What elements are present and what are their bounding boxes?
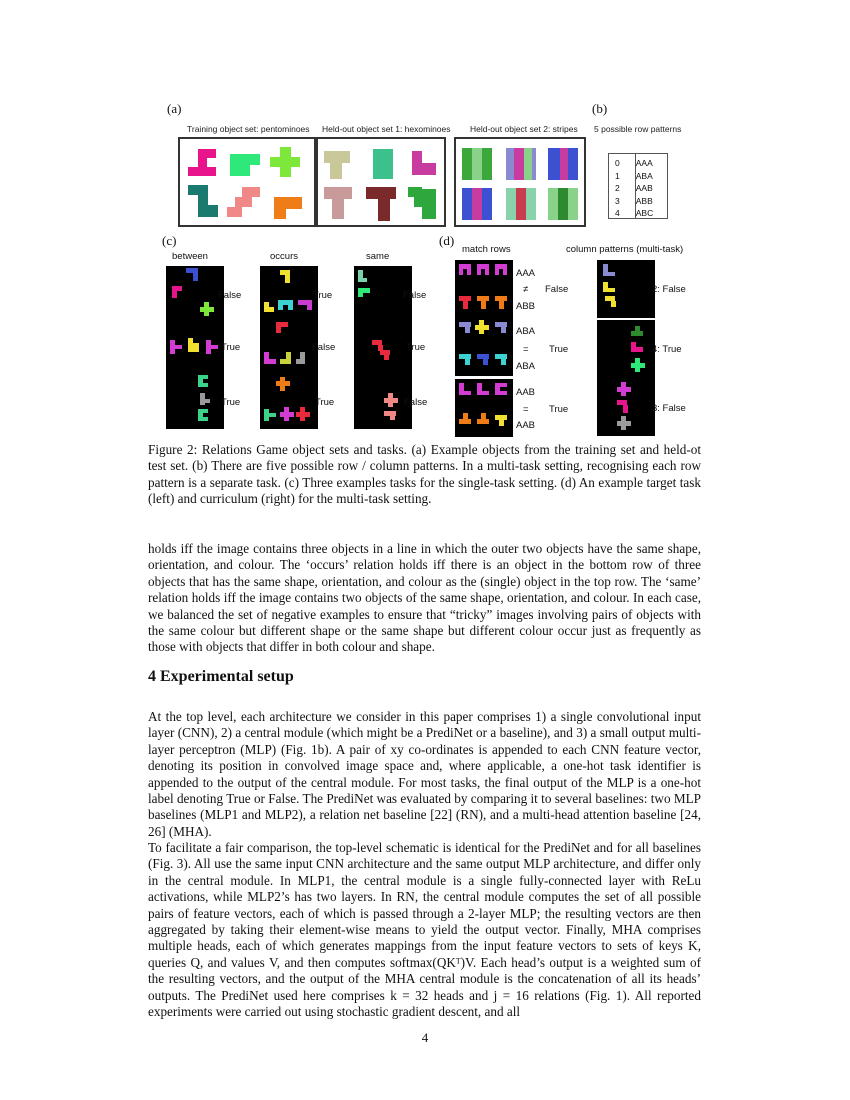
paragraph: holds iff the image contains three objects in a line in which the outer two objects have the same shape, orientation, and colour. The ‘occurs’ relation holds iff there is an object in the bottom row of three objects that has the same shape, orientation, and colour as the (single) object in the top row. The ‘same’ relation holds iff the image contains two objects of the same shape, orientation, and colour. In each case, we balanced the set of negative examples to ensure that “tricky” images involving pairs of objects with the same colour but different shape or the same shape but different colour occur just as frequently as those with objects that differ in both colour and shape. — [148, 541, 701, 655]
d-symbol: = — [523, 344, 529, 355]
pentomino-pink — [188, 149, 216, 176]
c-image — [166, 371, 224, 429]
c-image — [260, 266, 318, 324]
pentomino-shapes — [180, 139, 314, 225]
pattern-row: 2 AAB — [615, 183, 653, 193]
a-title-hexominoes: Held-out object set 1: hexominoes — [322, 124, 451, 134]
d-header-match-rows: match rows — [462, 244, 511, 255]
c-image — [166, 266, 224, 324]
pattern-row: 0 AAA — [615, 158, 653, 168]
b-title: 5 possible row patterns — [594, 124, 682, 134]
c-result: True — [406, 342, 426, 353]
pentomino-green — [230, 154, 260, 176]
d-bottom-pattern: AAB — [516, 420, 536, 431]
d-column-result: 4: True — [652, 344, 682, 355]
c-image — [260, 371, 318, 429]
c-result: True — [221, 397, 241, 408]
panel-d-label: (d) — [439, 233, 455, 248]
d-result: False — [545, 284, 569, 295]
figure-caption: Figure 2: Relations Game object sets and tasks. (a) Example objects from the training set and held-ot test set. (b) There are five possible row / column patterns. In a multi-task setting, recognising each row pattern is a separate task. (c) Three examples tasks for the single-task setting. (d) An example target task (left) and curriculum (right) for the multi-task setting. — [148, 442, 701, 507]
c-image — [354, 318, 412, 376]
pattern-row: 3 ABB — [615, 195, 653, 206]
c-image — [260, 318, 318, 376]
panel-a-label: (a) — [167, 101, 182, 116]
pentominoes-box — [178, 137, 316, 227]
d-header-column-patterns: column patterns (multi-task) — [566, 244, 684, 255]
c-image — [166, 318, 224, 376]
pattern-table — [611, 157, 657, 220]
stripe-shapes — [456, 139, 584, 225]
c-header-occurs: occurs — [270, 251, 298, 262]
d-bottom-pattern: ABB — [516, 301, 536, 312]
d-column-image — [597, 320, 655, 378]
c-result: False — [312, 342, 336, 353]
d-symbol: ≠ — [523, 284, 529, 295]
c-result: False — [403, 290, 427, 301]
d-top-pattern: AAB — [516, 387, 536, 398]
a-title-stripes: Held-out object set 2: stripes — [470, 124, 578, 134]
c-result: True — [221, 342, 241, 353]
d-column-result: 3: False — [652, 403, 686, 414]
d-image — [455, 379, 513, 437]
paragraph: At the top level, each architecture we consider in this paper comprises 1) a single convolutional input layer (CNN), 2) a central module (which might be a PrediNet or a baseline), and 3) a small output multi-layer perceptron (MLP) (Fig. 1b). A pair of xy co-ordinates is appended to each CNN feature vector, denoting its position in convolved image space and, where applicable, a one-hot task identifier is appended to the output of the central module. For most tasks, the final output of the MLP is a one-hot label denoting True or False. The PrediNet was evaluated by comparing it to several baselines: two MLP baselines (MLP1 and MLP2), a relation net baseline [22] (RN), and a multi-head attention baseline [24, 26] (MHA). — [148, 709, 701, 839]
c-result: True — [315, 397, 335, 408]
c-result: False — [404, 397, 428, 408]
a-title-pentominoes: Training object set: pentominoes — [187, 124, 310, 134]
hexomino-shapes — [318, 139, 444, 225]
d-column-image — [597, 260, 655, 318]
section-heading: 4 Experimental setup — [148, 668, 294, 685]
c-header-between: between — [172, 251, 208, 262]
d-image — [455, 260, 513, 318]
pentomino-teal — [188, 185, 218, 217]
d-result: True — [549, 404, 569, 415]
stripes-box — [454, 137, 586, 227]
d-column-image — [597, 378, 655, 436]
pattern-row: 1 ABA — [615, 170, 653, 181]
paragraph: To facilitate a fair comparison, the top-level schematic is identical for the PrediNet and for all baselines (Fig. 3). All use the same input CNN architecture and the same output MLP architecture, and differ only in the central module. In MLP1, the central module is a single fully-connected layer with ReLu activations, while MLP2’s has two layers. In RN, the central module computes the set of all possible pairs of feature vectors, each of which is passed through a 2-layer MLP; the resulting vectors are then aggregated by taking their element-wise means to yield the output vector. Finally, MHA comprises multiple heads, each of which generates mappings from the input feature vectors to sets of keys K, queries Q, and values V, and then computes softmax(QKᵀ)V. Each head’s output is a weighted sum of the resulting vectors, and the output of the MHA central module is the concatenation of all its heads’ outputs. The PrediNet used here comprises k = 32 heads and j = 16 relations (Fig. 1). All reported experiments were carried out using stochastic gradient descent, and all — [148, 840, 701, 1020]
panel-c-label: (c) — [162, 233, 177, 248]
d-symbol: = — [523, 404, 529, 415]
pentomino-lime-plus — [270, 147, 300, 177]
panel-b-label: (b) — [592, 101, 608, 116]
pattern-table-box — [608, 153, 668, 219]
c-result: True — [313, 290, 333, 301]
hexominoes-box — [316, 137, 446, 227]
d-image — [455, 318, 513, 376]
d-bottom-pattern: ABA — [516, 361, 536, 372]
d-result: True — [549, 344, 569, 355]
d-column-result: 2: False — [652, 284, 686, 295]
pentomino-salmon — [227, 187, 260, 217]
c-header-same: same — [366, 251, 390, 262]
pattern-row: 4 ABC — [615, 208, 654, 218]
pentomino-orange — [274, 197, 302, 219]
d-top-pattern: AAA — [516, 268, 536, 279]
d-top-pattern: ABA — [516, 326, 536, 337]
c-result: False — [218, 290, 242, 301]
page-number: 4 — [421, 1030, 429, 1045]
